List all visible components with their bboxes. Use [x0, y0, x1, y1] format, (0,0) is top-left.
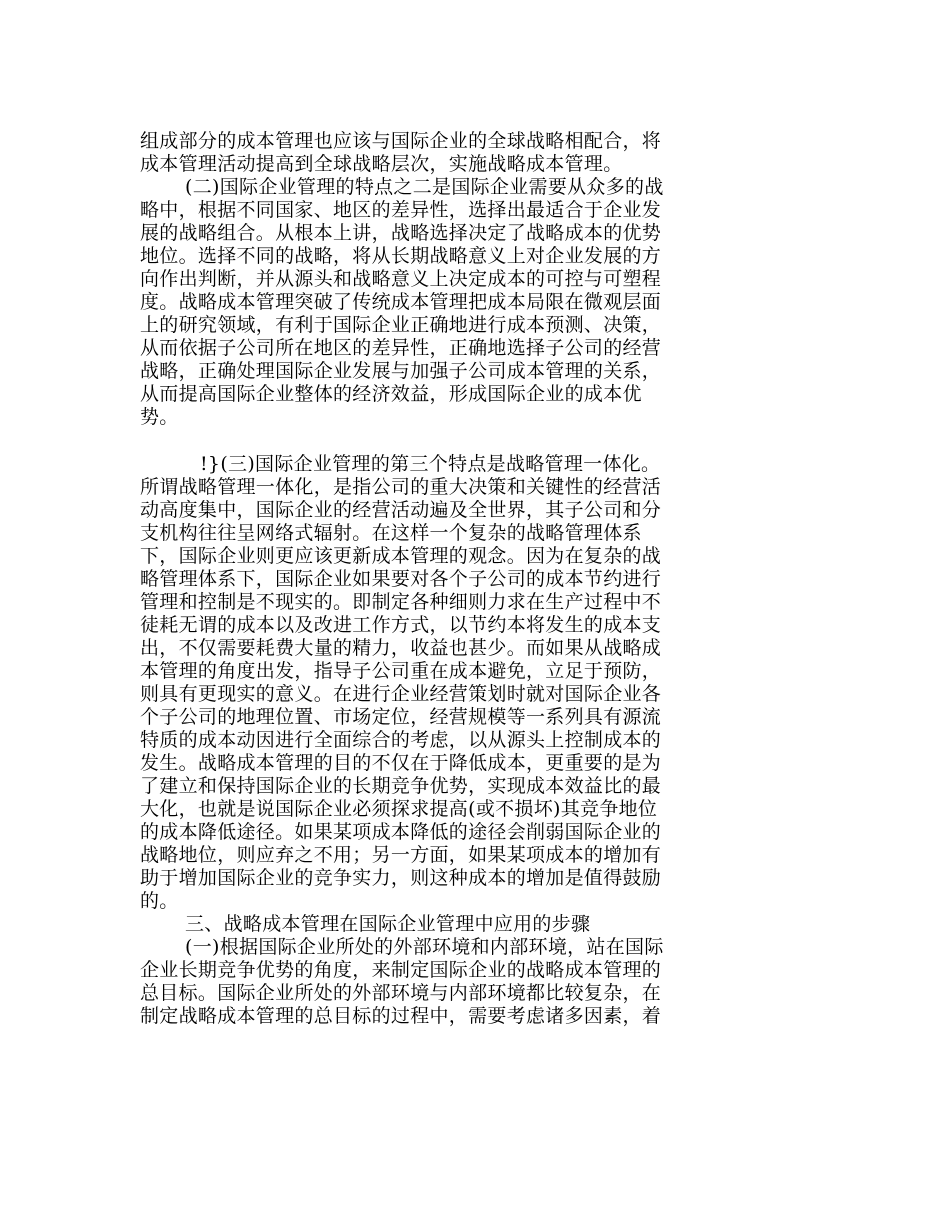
text-line: 发生。战略成本管理的目的不仅在于降低成本，更重要的是为 — [140, 752, 662, 774]
text-line: 势。 — [140, 406, 179, 428]
text-line: 个子公司的地理位置、市场定位，经营规模等一系列具有源流 — [140, 706, 662, 728]
paragraph-start-line: (一)根据国际企业所处的外部环境和内部环境，站在国际 — [185, 936, 664, 958]
text-line: 度。战略成本管理突破了传统成本管理把成本局限在微观层面 — [140, 291, 662, 313]
text-line: 助于增加国际企业的竞争实力，则这种成本的增加是值得鼓励 — [140, 867, 662, 889]
text-line: 成本管理活动提高到全球战略层次，实施战略成本管理。 — [140, 153, 623, 175]
text-line: 大化，也就是说国际企业必须探求提高(或不损坏)其竞争地位 — [140, 798, 658, 820]
text-line: 组成部分的成本管理也应该与国际企业的全球战略相配合，将 — [140, 130, 662, 152]
document-page — [140, 130, 740, 1028]
text-line: 略管理体系下，国际企业如果要对各个子公司的成本节约进行 — [140, 568, 662, 590]
text-line: 支机构往往呈网络式辐射。在这样一个复杂的战略管理体系 — [140, 522, 642, 544]
text-line: 从而提高国际企业整体的经济效益，形成国际企业的成本优 — [140, 383, 642, 405]
text-line: 企业长期竞争优势的角度，来制定国际企业的战略成本管理的 — [140, 959, 662, 981]
text-line: 本管理的角度出发，指导子公司重在成本避免，立足于预防， — [140, 660, 662, 682]
paragraph-gap — [140, 429, 740, 453]
text-line: 上的研究领域，有利于国际企业正确地进行成本预测、决策， — [140, 314, 662, 336]
text-line: 所谓战略管理一体化，是指公司的重大决策和关键性的经营活 — [140, 476, 662, 498]
text-line: 从而依据子公司所在地区的差异性，正确地选择子公司的经营 — [140, 337, 662, 359]
text-line: 总目标。国际企业所处的外部环境与内部环境都比较复杂，在 — [140, 982, 662, 1004]
text-line: 管理和控制是不现实的。即制定各种细则力求在生产过程中不 — [140, 591, 662, 613]
paragraph-start-line: (二)国际企业管理的特点之二是国际企业需要从众多的战 — [185, 176, 664, 198]
text-line: 则具有更现实的意义。在进行企业经营策划时就对国际企业各 — [140, 683, 662, 705]
text-line: 战略地位，则应弃之不用；另一方面，如果某项成本的增加有 — [140, 844, 662, 866]
text-line: 展的战略组合。从根本上讲，战略选择决定了战略成本的优势 — [140, 222, 662, 244]
text-line: 制定战略成本管理的总目标的过程中，需要考虑诸多因素，着 — [140, 1005, 662, 1027]
text-line: 的成本降低途径。如果某项成本降低的途径会削弱国际企业的 — [140, 821, 662, 843]
paragraph-start-line: !}(三)国际企业管理的第三个特点是战略管理一体化。 — [200, 453, 661, 475]
text-line: 地位。选择不同的战略，将从长期战略意义上对企业发展的方 — [140, 245, 662, 267]
section-heading: 三、战略成本管理在国际企业管理中应用的步骤 — [185, 913, 591, 935]
text-line: 的。 — [140, 890, 179, 912]
text-line: 动高度集中，国际企业的经营活动遍及全世界，其子公司和分 — [140, 499, 662, 521]
text-line: 特质的成本动因进行全面综合的考虑，以从源头上控制成本的 — [140, 729, 662, 751]
text-line: 略中，根据不同国家、地区的差异性，选择出最适合于企业发 — [140, 199, 662, 221]
text-line: 徒耗无谓的成本以及改进工作方式，以节约本将发生的成本支 — [140, 614, 662, 636]
text-line: 了建立和保持国际企业的长期竞争优势，实现成本效益比的最 — [140, 775, 662, 797]
text-line: 下，国际企业则更应该更新成本管理的观念。因为在复杂的战 — [140, 545, 662, 567]
text-line: 战略，正确处理国际企业发展与加强子公司成本管理的关系， — [140, 360, 662, 382]
text-line: 向作出判断，并从源头和战略意义上决定成本的可控与可塑程 — [140, 268, 662, 290]
text-line: 出，不仅需要耗费大量的精力，收益也甚少。而如果从战略成 — [140, 637, 662, 659]
